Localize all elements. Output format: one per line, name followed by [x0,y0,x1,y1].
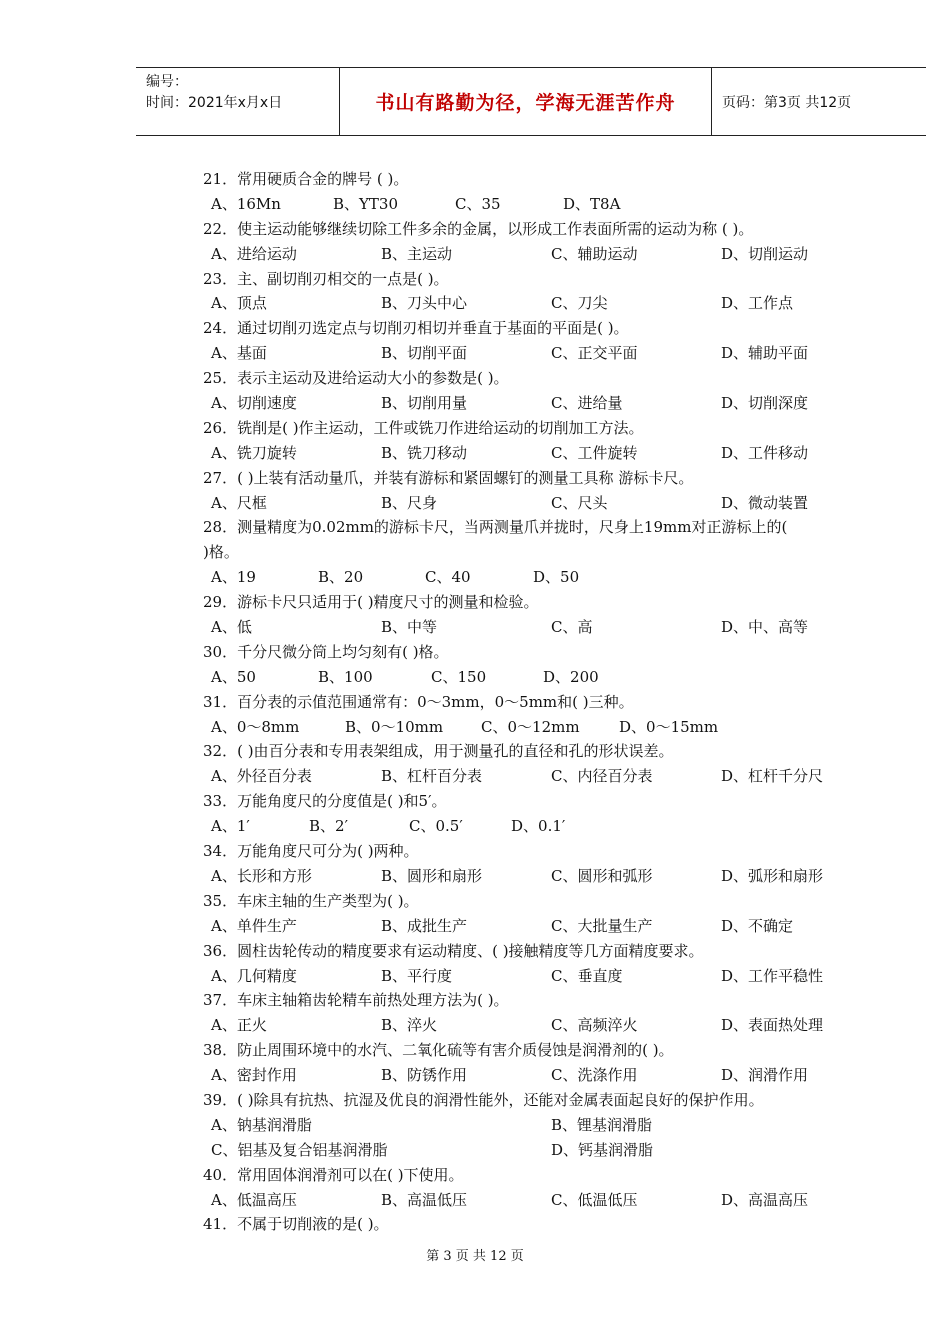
option-row [203,814,863,839]
answer-option: B、锂基润滑脂 [551,1115,653,1134]
answer-option: A、50 [211,667,256,686]
answer-option: B、100 [318,667,373,686]
option-row [203,864,863,889]
answer-option: A、切削速度 [211,394,297,413]
answer-option: C、正交平面 [551,344,638,363]
answer-option: B、圆形和扇形 [381,866,483,885]
question-text: 24．通过切削刃选定点与切削刃相切并垂直于基面的平面是( )。 [203,319,629,338]
option-row [203,764,863,789]
option-row [203,242,863,267]
option-row [203,1063,863,1088]
answer-option: A、正火 [211,1016,267,1035]
answer-option: A、进给运动 [211,244,297,263]
motto: 书山有路勤为径，学海无涯苦作舟 [339,68,712,135]
answer-option: A、基面 [211,344,267,363]
answer-option: B、防锈作用 [381,1066,468,1085]
question-text: 32．( )由百分表和专用表架组成，用于测量孔的直径和孔的形状误差。 [203,742,674,761]
option-row [203,391,863,416]
answer-option: A、19 [211,568,256,587]
answer-option: D、弧形和扇形 [721,866,824,885]
answer-option: A、低 [211,618,252,637]
answer-option: A、铣刀旋转 [211,443,297,462]
answer-option: B、高温低压 [381,1190,468,1209]
question-text: 38．防止周围环境中的水汽、二氧化硫等有害介质侵蚀是润滑剂的( )。 [203,1041,674,1060]
answer-option: B、切削用量 [381,394,468,413]
answer-option: C、35 [455,194,501,213]
option-row [203,491,863,516]
answer-option: A、0～8mm [211,717,300,736]
answer-option: B、淬火 [381,1016,438,1035]
question-text: 30．千分尺微分筒上均匀刻有( )格。 [203,642,449,661]
answer-option: A、钠基润滑脂 [211,1115,312,1134]
page-header [136,67,926,136]
answer-option: D、切削运动 [721,244,809,263]
option-row [203,341,863,366]
question-text: 26．铣削是( )作主运动，工件或铣刀作进给运动的切削加工方法。 [203,418,644,437]
option-row [203,1188,863,1213]
answer-option: A、几何精度 [211,966,297,985]
option-row [203,1013,863,1038]
answer-option: D、工作点 [721,294,794,313]
question-text: 34．万能角度尺可分为( )两种。 [203,842,419,861]
answer-option: C、洗涤作用 [551,1066,638,1085]
answer-option: C、进给量 [551,394,623,413]
option-row [203,441,863,466]
option-row [203,1113,863,1138]
question-text: 28．测量精度为0.02mm的游标卡尺，当两测量爪并拢时，尺身上19mm对正游标上的( [203,518,788,537]
answer-option: C、0.5′ [409,817,463,836]
answer-option: C、辅助运动 [551,244,638,263]
answer-option: B、2′ [309,817,348,836]
option-row [203,291,863,316]
question-text: 25．表示主运动及进给运动大小的参数是( )。 [203,369,509,388]
answer-option: C、工件旋转 [551,443,638,462]
answer-option: A、顶点 [211,294,267,313]
answer-option: D、工作平稳性 [721,966,824,985]
header-info [136,68,339,135]
answer-option: A、低温高压 [211,1190,297,1209]
question-text: 39．( )除具有抗热、抗湿及优良的润滑性能外，还能对金属表面起良好的保护作用。 [203,1090,764,1109]
answer-option: B、刀头中心 [381,294,468,313]
answer-option: B、主运动 [381,244,453,263]
question-text: 27．( )上装有活动量爪，并装有游标和紧固螺钉的测量工具称 游标卡尺。 [203,468,694,487]
answer-option: B、平行度 [381,966,453,985]
answer-option: C、铝基及复合铝基润滑脂 [211,1140,388,1159]
question-text: 29．游标卡尺只适用于( )精度尺寸的测量和检验。 [203,593,539,612]
question-text: 41．不属于切削液的是( )。 [203,1215,389,1234]
answer-option: C、低温低压 [551,1190,638,1209]
answer-option: A、1′ [211,817,250,836]
answer-option: D、中、高等 [721,618,809,637]
option-row [203,1138,863,1163]
question-text: 31．百分表的示值范围通常有：0～3mm，0～5mm和( )三种。 [203,692,634,711]
answer-option: C、高频淬火 [551,1016,638,1035]
answer-option: B、0～10mm [345,717,444,736]
answer-option: D、不确定 [721,916,794,935]
question-text-cont: )格。 [203,543,239,562]
answer-option: B、成批生产 [381,916,468,935]
answer-option: B、杠杆百分表 [381,767,483,786]
option-row [203,715,863,740]
answer-option: C、内径百分表 [551,767,653,786]
number-label: 编号： [146,74,188,90]
answer-option: D、微动装置 [721,493,809,512]
answer-option: A、单件生产 [211,916,297,935]
option-row [203,565,863,590]
answer-option: D、50 [533,568,580,587]
question-list [203,167,863,1237]
page-footer: 第 3 页 共 12 页 [426,1249,524,1264]
answer-option: D、钙基润滑脂 [551,1140,654,1159]
answer-option: D、高温高压 [721,1190,809,1209]
answer-option: C、40 [425,568,471,587]
answer-option: D、辅助平面 [721,344,809,363]
answer-option: B、切削平面 [381,344,468,363]
option-row [203,914,863,939]
answer-option: D、切削深度 [721,394,809,413]
answer-option: D、表面热处理 [721,1016,824,1035]
answer-option: B、20 [318,568,364,587]
answer-option: D、杠杆千分尺 [721,767,824,786]
answer-option: B、中等 [381,618,438,637]
answer-option: C、圆形和弧形 [551,866,653,885]
answer-option: A、密封作用 [211,1066,297,1085]
question-text: 23．主、副切削刃相交的一点是( )。 [203,269,449,288]
question-text: 22．使主运动能够继续切除工件多余的金属，以形成工作表面所需的运动为称 ( )。 [203,219,754,238]
answer-option: A、长形和方形 [211,866,312,885]
answer-option: D、200 [543,667,599,686]
answer-option: C、150 [431,667,487,686]
answer-option: D、工件移动 [721,443,809,462]
answer-option: C、尺头 [551,493,608,512]
question-text: 35．车床主轴的生产类型为( )。 [203,891,419,910]
option-row [203,615,863,640]
question-text: 40．常用固体润滑剂可以在( )下使用。 [203,1165,464,1184]
answer-option: D、0.1′ [511,817,566,836]
answer-option: D、0～15mm [619,717,719,736]
question-text: 37．车床主轴箱齿轮精车前热处理方法为( )。 [203,991,509,1010]
answer-option: C、0～12mm [481,717,580,736]
option-row [203,665,863,690]
option-row [203,964,863,989]
page-label: 页码：第3页 共12页 [722,94,852,111]
answer-option: B、尺身 [381,493,438,512]
answer-option: D、润滑作用 [721,1066,809,1085]
answer-option: A、尺框 [211,493,267,512]
answer-option: D、T8A [563,194,621,213]
answer-option: C、垂直度 [551,966,623,985]
answer-option: B、YT30 [333,194,399,213]
answer-option: C、大批量生产 [551,916,653,935]
answer-option: A、外径百分表 [211,767,312,786]
option-row [203,192,863,217]
question-text: 36．圆柱齿轮传动的精度要求有运动精度、( )接触精度等几方面精度要求。 [203,941,704,960]
answer-option: C、刀尖 [551,294,608,313]
answer-option: C、高 [551,618,593,637]
time-label: 时间：2021年x月x日 [146,95,283,111]
question-text: 21．常用硬质合金的牌号 ( )。 [203,170,409,188]
answer-option: B、铣刀移动 [381,443,468,462]
question-text: 33．万能角度尺的分度值是( )和5′。 [203,792,447,811]
answer-option: A、16Mn [211,194,281,213]
